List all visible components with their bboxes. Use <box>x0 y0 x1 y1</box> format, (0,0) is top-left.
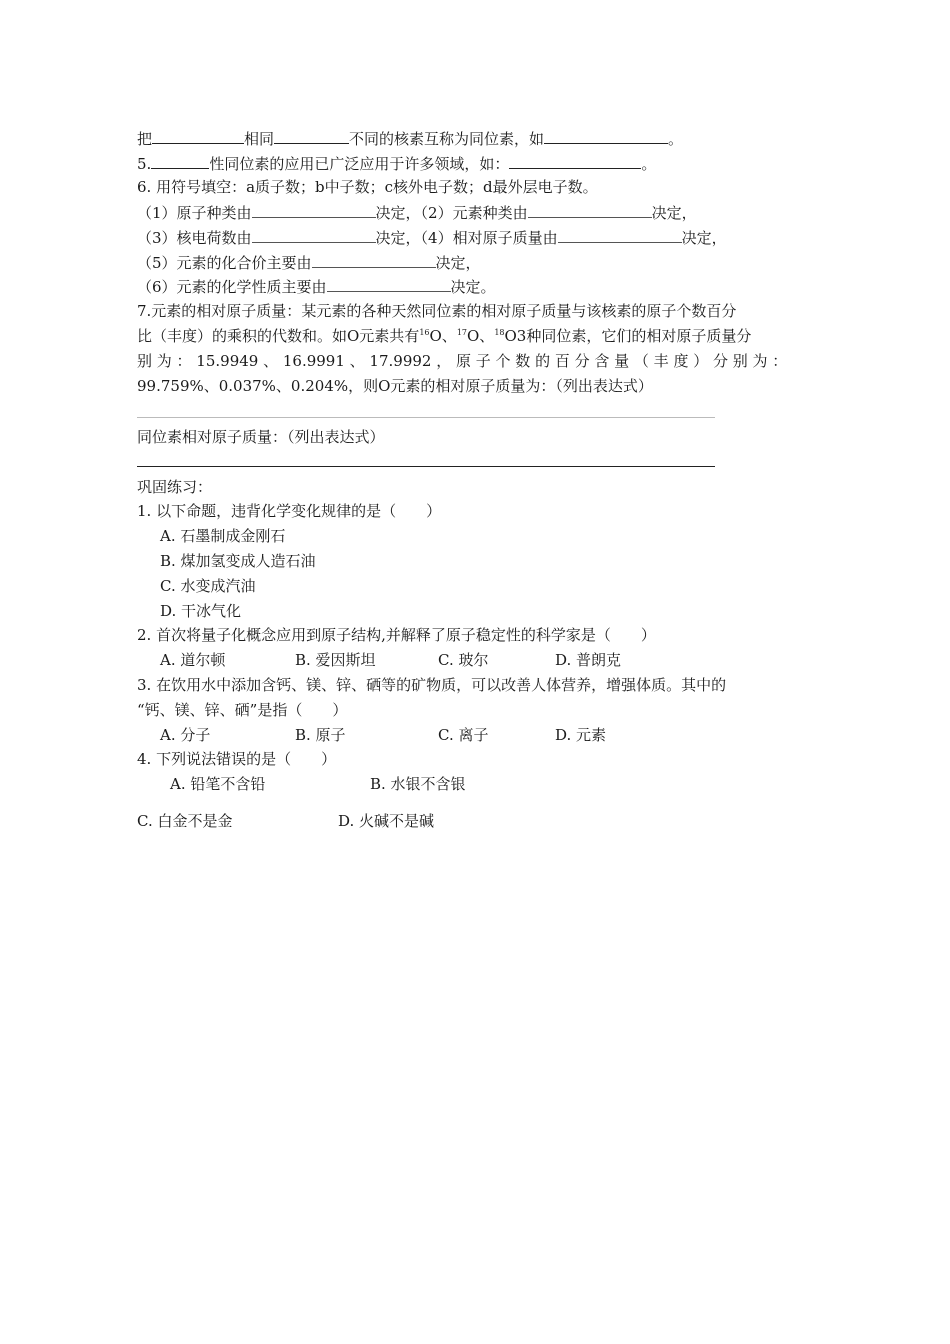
section6-item2: （3）核电荷数由 决定，（4）相对原子质量由 决定， <box>137 229 727 247</box>
section4-line: 把 相同 不同的核素互称为同位素，如 。 <box>137 130 684 148</box>
q4-option-d[interactable]: D. 火碱不是碱 <box>338 812 435 830</box>
q4-option-a[interactable]: A. 铅笔不含铅 <box>170 775 266 793</box>
fill-blank[interactable] <box>152 128 244 144</box>
fill-blank[interactable] <box>544 128 668 144</box>
q3-option-a[interactable]: A. 分子 <box>160 726 211 744</box>
q4-stem: 4. 下列说法错误的是（ ） <box>137 750 337 768</box>
q1-option-c[interactable]: C. 水变成汽油 <box>160 577 256 595</box>
q2-option-d[interactable]: D. 普朗克 <box>555 651 622 669</box>
fill-blank[interactable] <box>252 227 376 243</box>
q2-option-b[interactable]: B. 爱因斯坦 <box>295 651 376 669</box>
fill-blank[interactable] <box>327 276 451 292</box>
fill-blank[interactable] <box>274 128 349 144</box>
fill-blank[interactable] <box>558 227 682 243</box>
section7-line1: 7.元素的相对原子质量：某元素的各种天然同位素的相对原子质量与该核素的原子个数百分 <box>137 302 737 320</box>
answer-line[interactable] <box>137 417 715 418</box>
q2-option-a[interactable]: A. 道尔顿 <box>160 651 226 669</box>
q3-option-c[interactable]: C. 离子 <box>438 726 489 744</box>
section6-item4: （6）元素的化学性质主要由 决定。 <box>137 278 496 296</box>
fill-blank[interactable] <box>252 202 376 218</box>
section6-item1: （1）原子种类由 决定，（2）元素种类由 决定， <box>137 204 697 222</box>
section7-line2: 比（丰度）的乘积的代数和。如O元素共有$^{16}$O、$^{17}$O、$^{18}$O3种同位素，它们的相对原子质量分 <box>137 327 752 345</box>
fill-blank[interactable] <box>509 153 641 169</box>
fill-blank[interactable] <box>312 252 436 268</box>
q2-option-c[interactable]: C. 玻尔 <box>438 651 489 669</box>
q1-option-b[interactable]: B. 煤加氢变成人造石油 <box>160 552 316 570</box>
q4-option-b[interactable]: B. 水银不含银 <box>370 775 466 793</box>
section7-line3: 别 为 ： 15.9949 、 16.9991 、 17.9992 ， 原 子 个 数 的 百 分 含 量 （ 丰 度 ） 分 别 为 ： <box>137 352 788 370</box>
q3-stem-cont: “钙、镁、锌、硒”是指（ ） <box>137 701 348 719</box>
isotope-label: 同位素相对原子质量：（列出表达式） <box>137 428 385 446</box>
section6-item3: （5）元素的化合价主要由 决定， <box>137 254 481 272</box>
section7-line4: 99.759%、0.037%、0.204%，则O元素的相对原子质量为：（列出表达式） <box>137 377 653 395</box>
practice-heading: 巩固练习： <box>137 478 213 496</box>
q3-option-b[interactable]: B. 原子 <box>295 726 346 744</box>
q1-option-a[interactable]: A. 石墨制成金刚石 <box>160 527 286 545</box>
fill-blank[interactable] <box>528 202 652 218</box>
q4-option-c[interactable]: C. 白金不是金 <box>137 812 233 830</box>
section5-line: 5. 性同位素的应用已广泛应用于许多领域，如： 。 <box>137 155 657 173</box>
q1-stem: 1. 以下命题，违背化学变化规律的是（ ） <box>137 502 442 520</box>
q3-stem: 3. 在饮用水中添加含钙、镁、锌、硒等的矿物质，可以改善人体营养，增强体质。其中的 <box>137 676 727 694</box>
q1-option-d[interactable]: D. 干冰气化 <box>160 602 242 620</box>
q2-stem: 2. 首次将量子化概念应用到原子结构,并解释了原子稳定性的科学家是（ ） <box>137 626 656 644</box>
fill-blank[interactable] <box>151 153 209 169</box>
q3-option-d[interactable]: D. 元素 <box>555 726 607 744</box>
section6-title: 6. 用符号填空：a质子数；b中子数；c核外电子数；d最外层电子数。 <box>137 178 598 196</box>
answer-line[interactable] <box>137 466 715 467</box>
